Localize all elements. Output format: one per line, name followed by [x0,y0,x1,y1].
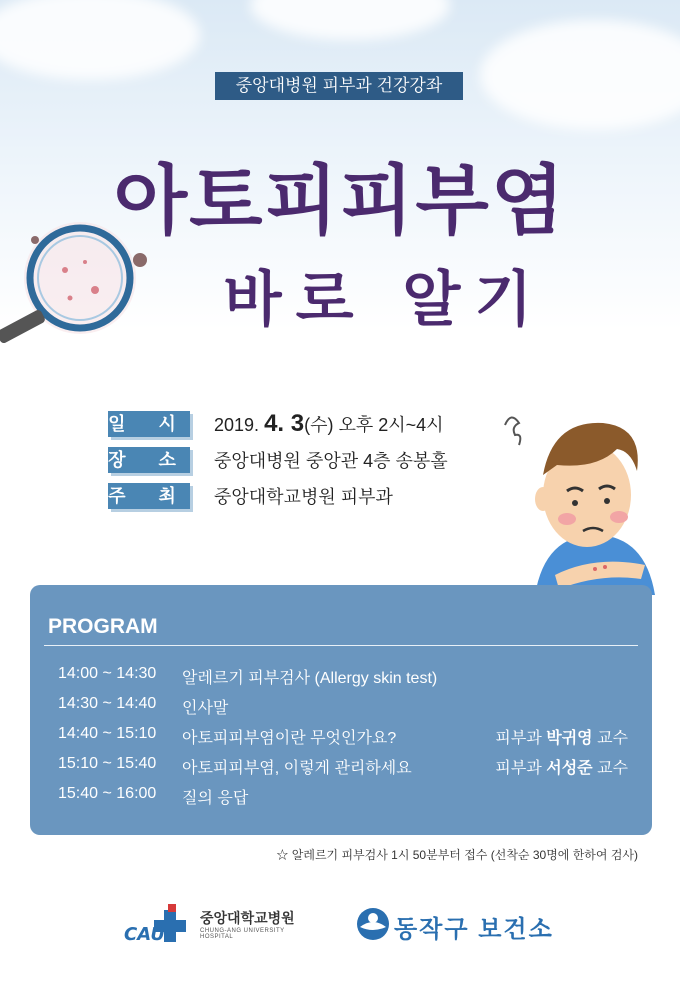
cau-hospital-english-name: CHUNG-ANG UNIVERSITY HOSPITAL [200,928,285,940]
poster-subtitle: 바로 알기 [223,265,547,335]
program-time: 14:40 ~ 15:10 [58,725,157,742]
program-row [58,785,628,807]
program-time: 14:00 ~ 14:30 [58,665,157,682]
registration-footnote: ☆ 알레르기 피부검사 1시 50분부터 접수 (선착순 30명에 한하여 검사) [276,848,638,862]
date-month-day: 4. 3 [264,410,305,437]
date-year: 2019. [214,415,260,435]
info-date-row [108,410,444,438]
speaker-role: 교수 [597,760,628,777]
program-time: 15:40 ~ 16:00 [58,785,157,802]
date-value [214,410,444,438]
cloud-decoration [250,0,450,40]
speaker-dept: 피부과 [495,730,542,747]
program-topic: 질의 응답 [182,790,249,807]
dongjak-emblem-icon [356,907,390,941]
place-label: 장 소 [108,447,190,473]
program-topic: 알레르기 피부검사 (Allergy skin test) [182,670,438,687]
info-place-row [108,446,448,474]
program-time: 14:30 ~ 14:40 [58,695,157,712]
dongjak-health-center-name: 동작구 보건소 [394,916,554,943]
cloud-decoration [480,20,680,130]
program-time: 15:10 ~ 15:40 [58,755,157,772]
info-host-row [108,482,393,510]
program-row [58,695,628,717]
dongjak-health-center-logo [356,905,566,945]
cau-hospital-logo [122,904,302,948]
cau-logo-mark: CAU [124,924,165,945]
program-row [58,755,628,777]
cloud-decoration [0,0,200,80]
speaker-name: 박귀영 [546,730,593,747]
poster-title: 아토피피부염 [113,156,567,245]
cau-hospital-name: 중앙대학교병원 [200,910,295,926]
program-speaker [495,725,628,748]
program-topic: 아토피피부염, 이렇게 관리하세요 [182,760,412,777]
program-divider [44,645,638,646]
speaker-dept: 피부과 [495,760,542,777]
program-speaker [495,755,628,778]
speaker-name: 서성준 [546,760,593,777]
host-value: 중앙대학교병원 피부과 [214,487,393,507]
magnifier-icon [0,210,170,380]
program-panel [30,585,652,835]
cau-logo-icon [122,904,198,948]
program-topic: 아토피피부염이란 무엇인가요? [182,730,397,747]
program-title: PROGRAM [48,615,158,638]
program-topic: 인사말 [182,700,229,717]
date-time: (수) 오후 2시~4시 [304,415,444,435]
host-label: 주 최 [108,483,190,509]
lecture-series-badge: 중앙대병원 피부과 건강강좌 [215,72,463,100]
date-label: 일 시 [108,411,190,437]
program-row [58,665,628,687]
program-row [58,725,628,747]
itchy-man-illustration [495,395,655,595]
speaker-role: 교수 [597,730,628,747]
place-value: 중앙대병원 중앙관 4층 송봉홀 [214,451,448,471]
